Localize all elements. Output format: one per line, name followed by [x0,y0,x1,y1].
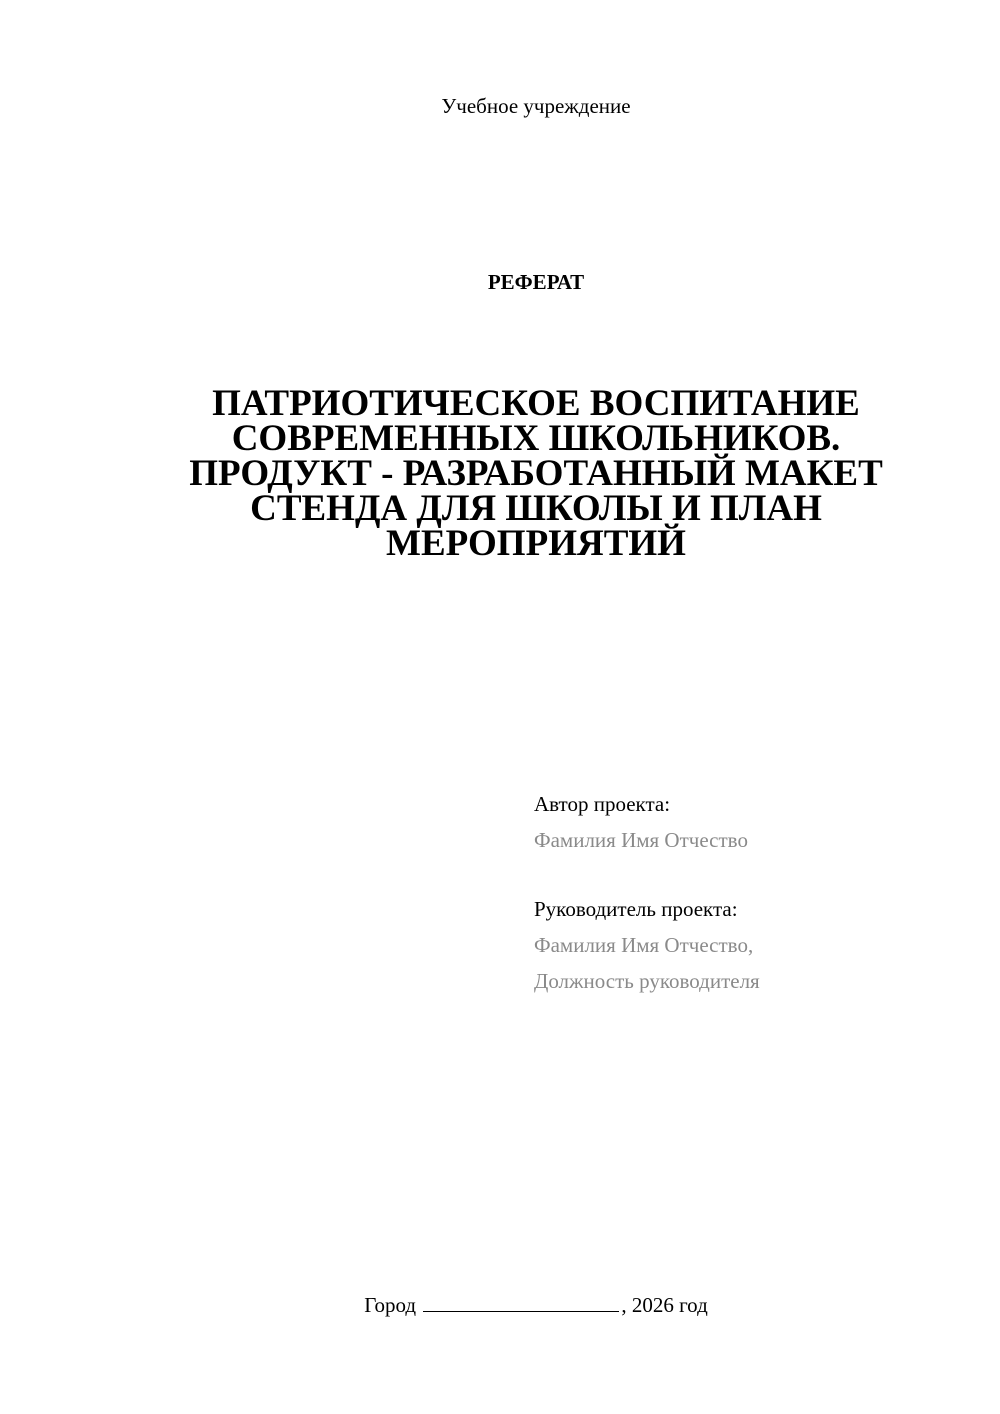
title-line: СОВРЕМЕННЫХ ШКОЛЬНИКОВ. [231,418,841,459]
author-block [534,786,964,858]
supervisor-block [534,891,964,999]
city-blank-field [423,1291,619,1312]
supervisor-label: Руководитель проекта: [534,897,738,921]
supervisor-position: Должность руководителя [534,969,760,993]
document-title [160,383,912,564]
title-line: СТЕНДА ДЛЯ ШКОЛЫ И ПЛАН [250,488,822,529]
city-label: Город [364,1293,417,1317]
institution-name: Учебное учреждение [441,94,631,118]
supervisor-name: Фамилия Имя Отчество, [534,933,754,957]
author-name: Фамилия Имя Отчество [534,828,748,852]
title-line: ПАТРИОТИЧЕСКОЕ ВОСПИТАНИЕ [212,383,860,424]
title-line: ПРОДУКТ - РАЗРАБОТАННЫЙ МАКЕТ [189,453,883,494]
author-label: Автор проекта: [534,792,671,816]
city-year-line [0,1290,1000,1320]
year-text: , 2026 год [621,1293,708,1317]
title-line: МЕРОПРИЯТИЙ [386,523,686,564]
document-type: РЕФЕРАТ [487,270,585,294]
